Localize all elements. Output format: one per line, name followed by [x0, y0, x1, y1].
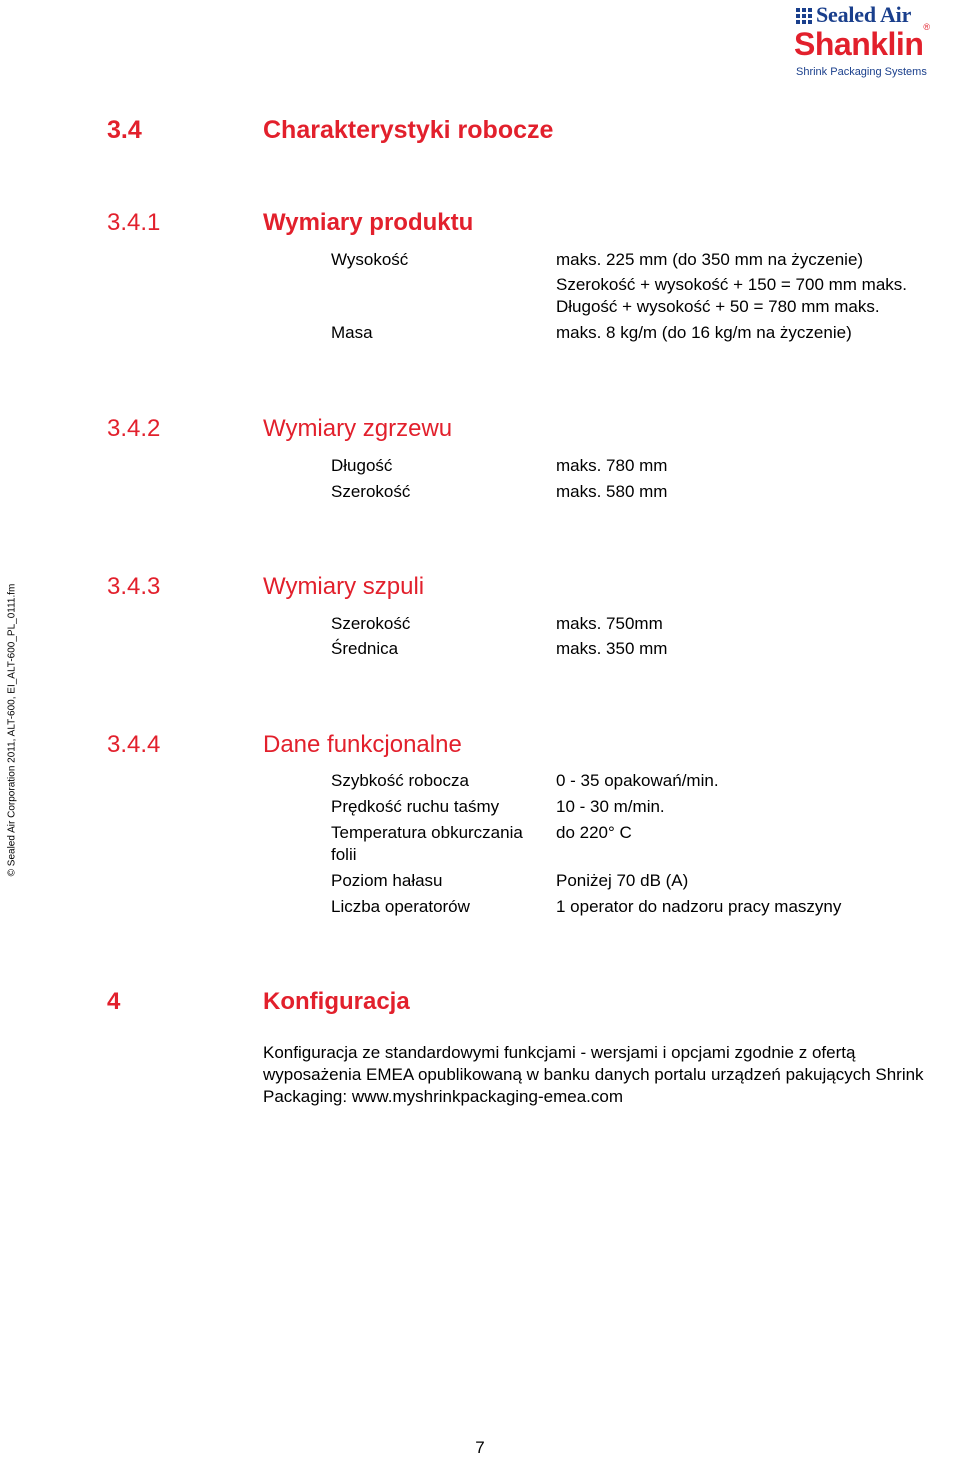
spec-label: Prędkość ruchu taśmy	[331, 797, 500, 816]
spec-value: 0 - 35 opakowań/min.	[556, 771, 719, 790]
spec-label: Szybkość robocza	[331, 771, 469, 790]
section-number-3-4-2: 3.4.2	[107, 415, 161, 442]
logo-tagline: Shrink Packaging Systems	[796, 66, 927, 78]
section-title-4: Konfiguracja	[263, 988, 410, 1015]
spec-value: maks. 350 mm	[556, 639, 668, 658]
sealed-air-grid-icon	[796, 8, 813, 25]
sealed-air-wordmark: Sealed Air	[816, 2, 912, 27]
section-title-3-4-3: Wymiary szpuli	[263, 573, 425, 600]
section-title-3-4-1: Wymiary produktu	[263, 209, 474, 236]
company-logo	[790, 2, 955, 82]
spec-value: Długość + wysokość + 50 = 780 mm maks.	[556, 297, 880, 316]
configuration-paragraph: Konfiguracja ze standardowymi funkcjami - wersjami i opcjami zgodnie z ofertą wyposażenia EMEA opublikowaną w banku danych portalu urządzeń pakujących Shrink Packaging: www.myshrinkpackaging-emea.com	[263, 1043, 924, 1106]
spec-value: do 220° C	[556, 823, 632, 842]
page-number: 7	[475, 1438, 485, 1457]
spec-label: Szerokość	[331, 614, 411, 633]
spec-label: Poziom hałasu	[331, 871, 443, 890]
spec-value: Poniżej 70 dB (A)	[556, 871, 689, 890]
spec-label: Masa	[331, 323, 373, 342]
spec-label: Szerokość	[331, 482, 411, 501]
section-title-3-4-2: Wymiary zgrzewu	[263, 415, 453, 442]
spec-value: maks. 225 mm (do 350 mm na życzenie)	[556, 250, 864, 269]
side-copyright: © Sealed Air Corporation 2011, ALT-600, EI_ALT-600_PL_0111.fm	[6, 583, 18, 877]
spec-value: maks. 750mm	[556, 614, 663, 633]
section-number-3-4-4: 3.4.4	[107, 731, 161, 758]
spec-label: Długość	[331, 456, 393, 475]
section-number-4: 4	[107, 988, 121, 1015]
registered-mark: ®	[923, 22, 930, 33]
spec-value: 1 operator do nadzoru pracy maszyny	[556, 897, 842, 916]
spec-label: Wysokość	[331, 250, 409, 269]
spec-value: maks. 580 mm	[556, 482, 668, 501]
spec-value: maks. 780 mm	[556, 456, 668, 475]
shanklin-wordmark	[794, 22, 930, 63]
spec-label: Temperatura obkurczania folii	[331, 823, 523, 864]
section-title-3-4-4: Dane funkcjonalne	[263, 731, 462, 758]
section-number-3-4: 3.4	[107, 116, 142, 144]
spec-label: Liczba operatorów	[331, 897, 470, 916]
section-title-3-4: Charakterystyki robocze	[263, 116, 554, 144]
spec-label: Średnica	[331, 639, 399, 658]
shanklin-text: Shanklin	[794, 26, 924, 62]
spec-value: maks. 8 kg/m (do 16 kg/m na życzenie)	[556, 323, 852, 342]
section-number-3-4-3: 3.4.3	[107, 573, 161, 600]
spec-value: Szerokość + wysokość + 150 = 700 mm maks.	[556, 275, 908, 294]
section-number-3-4-1: 3.4.1	[107, 209, 161, 236]
spec-value: 10 - 30 m/min.	[556, 797, 665, 816]
